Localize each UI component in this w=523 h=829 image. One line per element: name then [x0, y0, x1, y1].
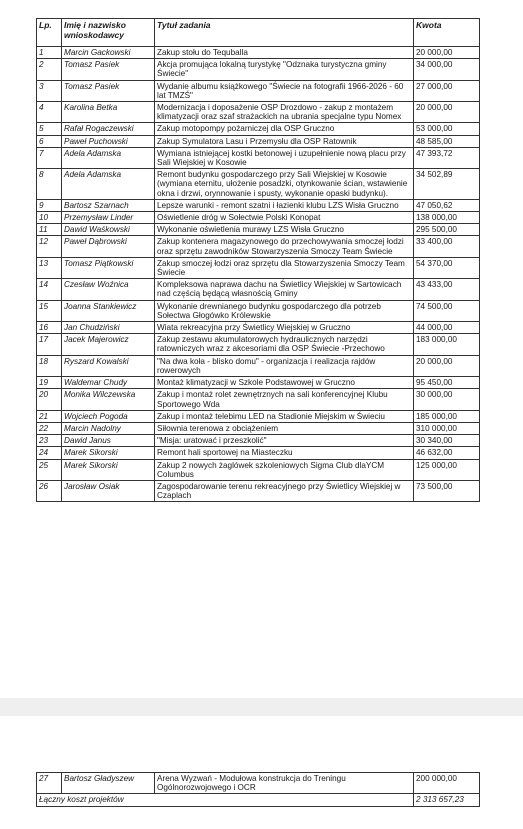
table-row: [37, 169, 480, 200]
row-lp: 23: [37, 435, 62, 447]
row-amount: 34 502,89: [414, 169, 480, 200]
table-row: [37, 322, 480, 334]
table-row: [37, 80, 480, 101]
row-title: Akcja promująca lokalną turystykę "Odznaka turystyczna gminy Świecie": [155, 59, 414, 80]
row-title: Wykonanie drewnianego budynku gospodarczego dla potrzeb Sołectwa Głogówko Królewskie: [155, 300, 414, 321]
row-amount: 20 000,00: [414, 102, 480, 123]
row-applicant: Adela Adamska: [62, 169, 155, 200]
row-applicant: Waldemar Chudy: [62, 377, 155, 389]
row-applicant: Marek Sikorski: [62, 447, 155, 459]
row-title: Siłownia terenowa z obciążeniem: [155, 422, 414, 434]
row-lp: 27: [37, 773, 62, 794]
row-title: Montaż klimatyzacji w Szkole Podstawowej w Gruczno: [155, 377, 414, 389]
row-amount: 33 400,00: [414, 236, 480, 257]
row-lp: 7: [37, 147, 62, 168]
row-amount: 74 500,00: [414, 300, 480, 321]
row-lp: 19: [37, 377, 62, 389]
row-amount: 30 000,00: [414, 389, 480, 410]
table-row: [37, 236, 480, 257]
row-lp: 22: [37, 422, 62, 434]
table-row: [37, 334, 480, 355]
row-amount: 44 000,00: [414, 322, 480, 334]
row-title: Zakup 2 nowych żaglówek szkoleniowych Sigma Club dlaYCM Columbus: [155, 459, 414, 480]
row-lp: 26: [37, 480, 62, 501]
table-row: [37, 773, 480, 794]
document-page-2: [0, 743, 523, 829]
table-row: [37, 377, 480, 389]
row-title: Wykonanie oświetlenia murawy LZS Wisła Gruczno: [155, 224, 414, 236]
row-title: Zakup kontenera magazynowego do przechowywania smoczej łodzi oraz sprzętu zawodników Stowarzyszenia Smoczy Team Świecie: [155, 236, 414, 257]
row-lp: 13: [37, 257, 62, 278]
row-applicant: Paweł Dąbrowski: [62, 236, 155, 257]
row-applicant: Bartosz Gładyszew: [62, 773, 155, 794]
table-row: [37, 459, 480, 480]
header-lp: Lp.: [37, 19, 62, 47]
row-applicant: Tomasz Pasiek: [62, 80, 155, 101]
row-lp: 8: [37, 169, 62, 200]
table-row: [37, 224, 480, 236]
row-title: Kompleksowa naprawa dachu na Świetlicy Wiejskiej w Sartowicach nad częścią będącą własnością Gminy: [155, 279, 414, 300]
row-title: Zakup motopompy pożarniczej dla OSP Gruczno: [155, 123, 414, 135]
header-title: Tytuł zadania: [155, 19, 414, 47]
table-row: [37, 257, 480, 278]
row-lp: 20: [37, 389, 62, 410]
table-body: [37, 47, 480, 502]
row-applicant: Marcin Nadolny: [62, 422, 155, 434]
row-amount: 47 393,72: [414, 147, 480, 168]
row-lp: 4: [37, 102, 62, 123]
row-amount: 34 000,00: [414, 59, 480, 80]
row-amount: 200 000,00: [414, 773, 480, 794]
row-title: Wymiana istniejącej kostki betonowej i uzupełnienie nową placu przy Sali Wiejskiej w Kosowie: [155, 147, 414, 168]
table-row: [37, 147, 480, 168]
row-applicant: Przemysław Linder: [62, 212, 155, 224]
table-row: [37, 199, 480, 211]
row-applicant: Jacek Majerowicz: [62, 334, 155, 355]
row-lp: 2: [37, 59, 62, 80]
row-amount: 95 450,00: [414, 377, 480, 389]
table-row: [37, 279, 480, 300]
row-lp: 10: [37, 212, 62, 224]
row-amount: 43 433,00: [414, 279, 480, 300]
row-title: Arena Wyzwań - Modułowa konstrukcja do Treningu Ogólnorozwojowego i OCR: [155, 773, 414, 794]
table-body-continued: [37, 773, 480, 794]
row-applicant: Jarosław Osiak: [62, 480, 155, 501]
row-title: Wydanie albumu książkowego "Świecie na fotografii 1966-2026 - 60 lat TMZŚ": [155, 80, 414, 101]
row-title: Zakup stołu do Tequballa: [155, 47, 414, 59]
total-label: Łączny koszt projektów: [37, 794, 414, 806]
table-row: [37, 435, 480, 447]
table-row: [37, 212, 480, 224]
row-title: Modernizacja i doposażenie OSP Drozdowo - zakup z montażem klimatyzacji oraz szaf strażackich na ubrania specjalne typu Nomex: [155, 102, 414, 123]
row-amount: 53 000,00: [414, 123, 480, 135]
row-lp: 11: [37, 224, 62, 236]
table-row: [37, 410, 480, 422]
table-row: [37, 59, 480, 80]
row-lp: 16: [37, 322, 62, 334]
row-applicant: Marek Sikorski: [62, 459, 155, 480]
row-amount: 54 370,00: [414, 257, 480, 278]
row-lp: 9: [37, 199, 62, 211]
row-title: Zakup i montaż telebimu LED na Stadionie Miejskim w Świeciu: [155, 410, 414, 422]
row-lp: 3: [37, 80, 62, 101]
row-applicant: Karolina Betka: [62, 102, 155, 123]
row-amount: 138 000,00: [414, 212, 480, 224]
row-title: Lepsze warunki - remont szatni i łazienki klubu LZS Wisła Gruczno: [155, 199, 414, 211]
row-applicant: Tomasz Pasiek: [62, 59, 155, 80]
row-amount: 30 340,00: [414, 435, 480, 447]
row-applicant: Bartosz Szarnach: [62, 199, 155, 211]
table-header-row: [37, 19, 480, 47]
row-amount: 73 500,00: [414, 480, 480, 501]
row-amount: 20 000,00: [414, 355, 480, 376]
header-amount: Kwota: [414, 19, 480, 47]
row-title: Zakup smoczej łodzi oraz sprzętu dla Stowarzyszenia Smoczy Team Świecie: [155, 257, 414, 278]
table-row: [37, 422, 480, 434]
row-amount: 185 000,00: [414, 410, 480, 422]
row-title: "Misja: uratować i przeszkolić": [155, 435, 414, 447]
row-amount: 47 050,62: [414, 199, 480, 211]
row-lp: 14: [37, 279, 62, 300]
row-applicant: Paweł Puchowski: [62, 135, 155, 147]
page-break-gap: [0, 640, 523, 743]
row-applicant: Adela Adamska: [62, 147, 155, 168]
table-row: [37, 447, 480, 459]
row-applicant: Jan Chudziński: [62, 322, 155, 334]
row-lp: 12: [37, 236, 62, 257]
row-applicant: Rafał Rogaczewski: [62, 123, 155, 135]
total-value: 2 313 657,23: [414, 794, 480, 806]
table-row: [37, 389, 480, 410]
row-lp: 17: [37, 334, 62, 355]
row-amount: 46 632,00: [414, 447, 480, 459]
row-applicant: Wojciech Pogoda: [62, 410, 155, 422]
table-row: [37, 47, 480, 59]
row-lp: 1: [37, 47, 62, 59]
total-row: [37, 794, 480, 806]
row-amount: 125 000,00: [414, 459, 480, 480]
header-name: Imię i nazwisko wnioskodawcy: [62, 19, 155, 47]
row-title: Zagospodarowanie terenu rekreacyjnego przy Świetlicy Wiejskiej w Czaplach: [155, 480, 414, 501]
row-applicant: Ryszard Kowalski: [62, 355, 155, 376]
row-applicant: Joanna Stankiewicz: [62, 300, 155, 321]
row-lp: 15: [37, 300, 62, 321]
row-amount: 183 000,00: [414, 334, 480, 355]
table-row: [37, 102, 480, 123]
row-amount: 27 000,00: [414, 80, 480, 101]
projects-table: [36, 18, 480, 502]
projects-table-continued: [36, 772, 480, 807]
row-applicant: Monika Wilczewska: [62, 389, 155, 410]
row-applicant: Tomasz Piątkowski: [62, 257, 155, 278]
row-lp: 5: [37, 123, 62, 135]
row-title: Oświetlenie dróg w Sołectwie Polski Konopat: [155, 212, 414, 224]
row-lp: 18: [37, 355, 62, 376]
row-applicant: Dawid Waśkowski: [62, 224, 155, 236]
row-title: Zakup zestawu akumulatorowych hydraulicznych narzędzi ratowniczych wraz z akcesoriami dla OSP Świecie -Przechowo: [155, 334, 414, 355]
row-lp: 24: [37, 447, 62, 459]
row-applicant: Marcin Gackowski: [62, 47, 155, 59]
table-row: [37, 480, 480, 501]
row-amount: 310 000,00: [414, 422, 480, 434]
row-title: Zakup i montaż rolet zewnętrznych na sali konferencyjnej Klubu Sportowego Wda: [155, 389, 414, 410]
row-title: "Na dwa koła - blisko domu" - organizacja i realizacja rajdów rowerowych: [155, 355, 414, 376]
row-lp: 25: [37, 459, 62, 480]
row-title: Wiata rekreacyjna przy Świetlicy Wiejskiej w Gruczno: [155, 322, 414, 334]
row-applicant: Czesław Woźnica: [62, 279, 155, 300]
row-lp: 21: [37, 410, 62, 422]
table-row: [37, 300, 480, 321]
row-amount: 20 000,00: [414, 47, 480, 59]
page-separator: [0, 698, 523, 716]
row-title: Zakup Symulatora Lasu i Przemysłu dla OSP Ratownik: [155, 135, 414, 147]
table-row: [37, 135, 480, 147]
row-lp: 6: [37, 135, 62, 147]
row-title: Remont hali sportowej na Miasteczku: [155, 447, 414, 459]
row-amount: 48 585,00: [414, 135, 480, 147]
row-amount: 295 500,00: [414, 224, 480, 236]
row-title: Remont budynku gospodarczego przy Sali Wiejskiej w Kosowie (wymiana eternitu, ułożenie posadzki, otynkowanie ścian, wstawienie okna i drzwi, orynnowanie i spusty, wykonanie opaski budynku).: [155, 169, 414, 200]
row-applicant: Dawid Janus: [62, 435, 155, 447]
table-row: [37, 355, 480, 376]
table-row: [37, 123, 480, 135]
